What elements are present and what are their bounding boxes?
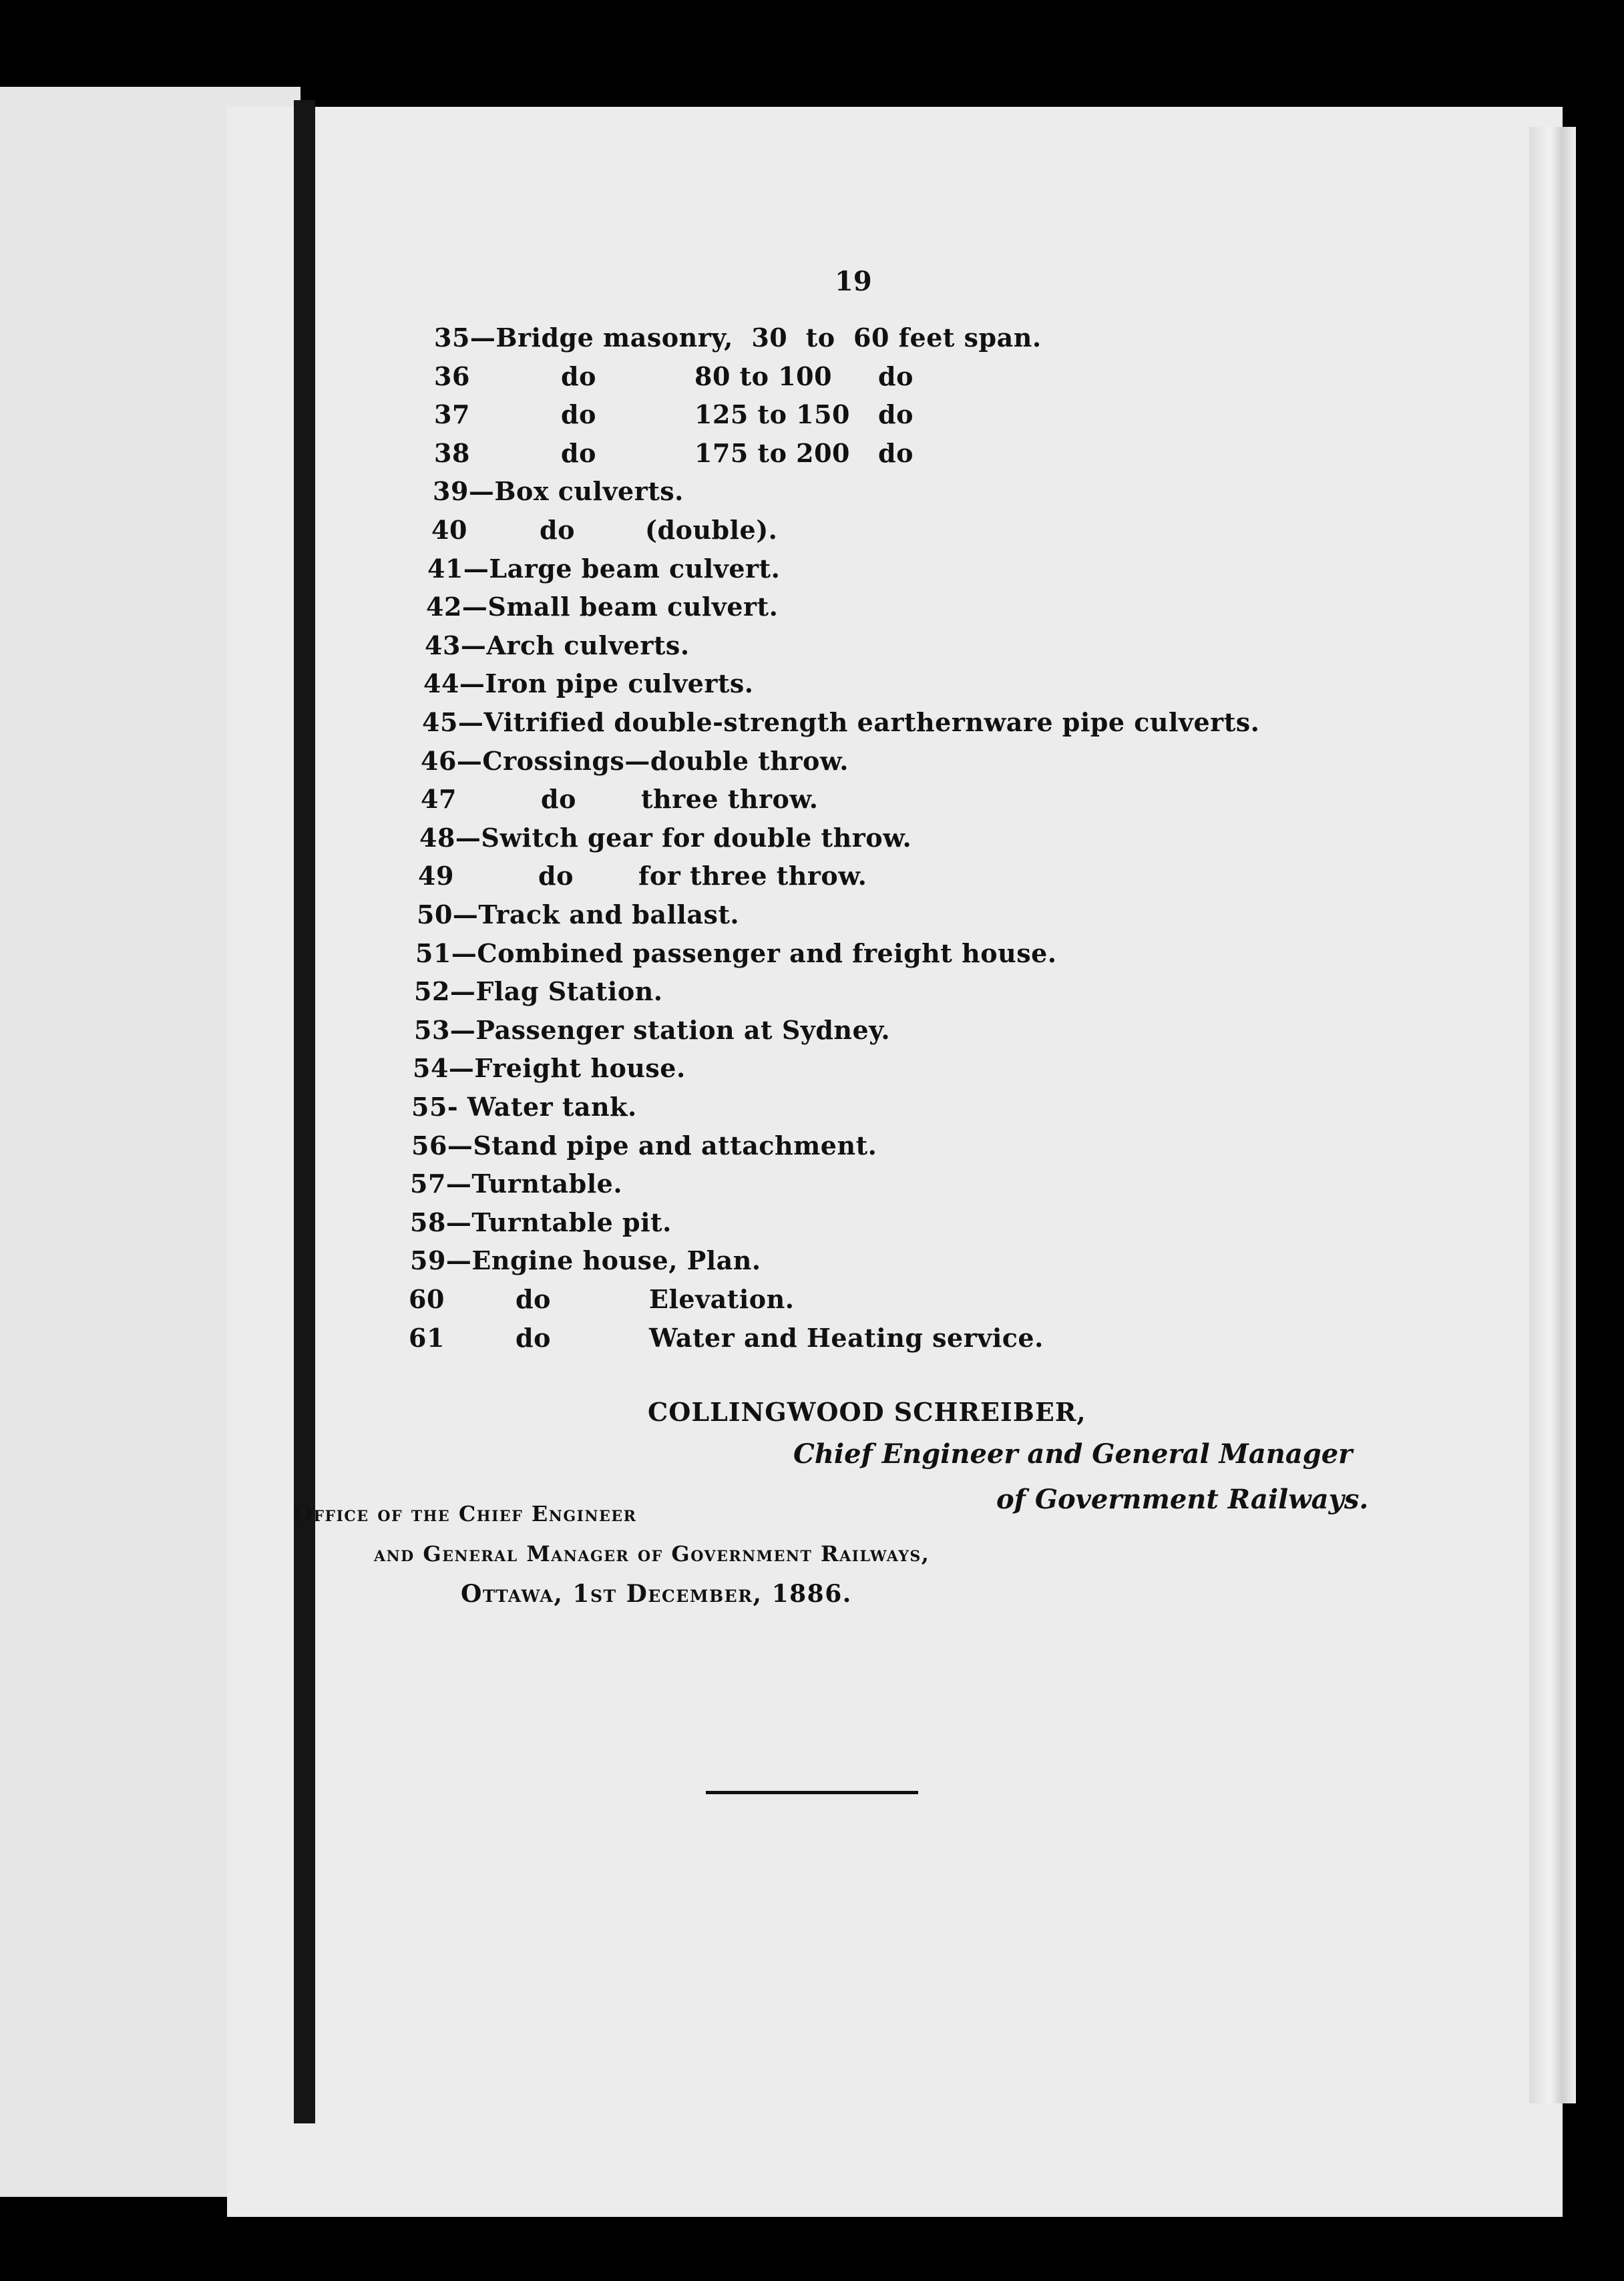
- item-column-a: do: [538, 861, 574, 891]
- item-number: 55: [411, 1092, 447, 1122]
- item-number: 56: [411, 1130, 447, 1161]
- item-column-a: do: [516, 1284, 551, 1314]
- list-item: [415, 939, 1057, 968]
- item-number: 37: [434, 399, 470, 429]
- item-text: —Switch gear for double throw.: [455, 823, 912, 853]
- list-item: [410, 1169, 622, 1199]
- signature-title-line-1: Chief Engineer and General Manager: [793, 1438, 1353, 1470]
- item-number: 40: [431, 515, 467, 545]
- item-number: 46: [421, 746, 457, 776]
- item-number: 53: [414, 1015, 450, 1045]
- item-column-b: Water and Heating service.: [649, 1323, 1044, 1353]
- list-item: [426, 592, 778, 622]
- item-column-b: for three throw.: [638, 861, 867, 891]
- item-number: 49: [418, 861, 454, 891]
- item-number: 59: [410, 1245, 446, 1275]
- item-number: 60: [409, 1284, 445, 1314]
- list-item: [434, 361, 914, 391]
- item-column-b: 125 to 150: [694, 399, 850, 429]
- item-column-a: do: [561, 438, 596, 468]
- item-column-b: three throw.: [641, 784, 819, 814]
- item-number: 51: [415, 938, 451, 968]
- item-number: 45: [422, 707, 458, 737]
- list-item: [434, 438, 914, 468]
- list-item: [431, 515, 778, 545]
- item-column-c: do: [878, 438, 914, 468]
- signature-title-line-2: of Government Railways.: [996, 1484, 1369, 1515]
- list-item: [421, 784, 819, 814]
- item-number: 61: [409, 1323, 445, 1353]
- list-item: [414, 1016, 890, 1045]
- item-number: 38: [434, 438, 470, 468]
- item-text: —Small beam culvert.: [461, 592, 779, 622]
- item-text: —Track and ballast.: [452, 899, 740, 929]
- list-item: [413, 1054, 686, 1083]
- list-item: [418, 861, 867, 891]
- item-text: —Passenger station at Sydney.: [449, 1015, 891, 1045]
- item-text: - Water tank.: [447, 1092, 637, 1122]
- item-number: 52: [414, 976, 450, 1006]
- item-text: —Flag Station.: [449, 976, 663, 1006]
- list-item: [434, 323, 1042, 353]
- item-column-a: do: [541, 784, 576, 814]
- item-text: —Crossings—double throw.: [456, 746, 849, 776]
- list-item: [421, 747, 849, 776]
- list-item: [425, 631, 690, 660]
- page-edge: [1529, 127, 1576, 2103]
- list-item: [419, 823, 911, 853]
- item-number: 44: [423, 668, 459, 698]
- item-column-a: do: [561, 361, 596, 391]
- item-text: —Combined passenger and freight house.: [451, 938, 1057, 968]
- item-number: 50: [417, 899, 453, 929]
- item-text: —Box culverts.: [468, 476, 684, 506]
- item-column-c: do: [878, 399, 914, 429]
- item-number: 43: [425, 630, 461, 660]
- item-number: 41: [427, 554, 463, 584]
- office-line-1: Office of the Chief Engineer: [294, 1501, 637, 1526]
- office-line-3: Ottawa, 1st December, 1886.: [461, 1580, 852, 1608]
- list-item: [422, 708, 1259, 737]
- item-column-c: do: [878, 361, 914, 391]
- item-column-a: do: [516, 1323, 551, 1353]
- item-text: —Turntable pit.: [445, 1207, 672, 1237]
- list-item: [433, 477, 684, 506]
- office-line-2: and General Manager of Government Railways,: [374, 1541, 930, 1567]
- page-gutter: [294, 100, 315, 2123]
- item-column-a: do: [540, 515, 575, 545]
- item-number: 47: [421, 784, 457, 814]
- closing-rule: [706, 1791, 918, 1794]
- item-text: —Stand pipe and attachment.: [447, 1130, 877, 1161]
- item-text: —Bridge masonry, 30 to 60 feet span.: [469, 323, 1042, 353]
- list-item: [414, 977, 663, 1006]
- item-text: —Turntable.: [445, 1169, 623, 1199]
- item-text: —Engine house, Plan.: [445, 1245, 761, 1275]
- list-item: [423, 669, 754, 698]
- page-number: 19: [835, 266, 872, 297]
- item-text: —Iron pipe culverts.: [459, 668, 754, 698]
- item-number: 39: [433, 476, 469, 506]
- signature-name: COLLINGWOOD SCHREIBER,: [648, 1397, 1086, 1427]
- item-column-b: (double).: [645, 515, 778, 545]
- list-item: [417, 900, 739, 929]
- list-item: [410, 1208, 672, 1237]
- list-item: [434, 399, 914, 429]
- item-column-b: Elevation.: [649, 1284, 795, 1314]
- item-column-b: 175 to 200: [694, 438, 850, 468]
- list-item: [411, 1092, 637, 1122]
- item-number: 48: [419, 823, 455, 853]
- item-text: —Vitrified double-strength earthernware pipe culverts.: [457, 707, 1260, 737]
- list-item: [409, 1284, 795, 1314]
- item-column-b: 80 to 100: [694, 361, 833, 391]
- item-number: 42: [426, 592, 462, 622]
- item-column-a: do: [561, 399, 596, 429]
- list-item: [410, 1246, 761, 1275]
- item-number: 54: [413, 1053, 449, 1083]
- item-number: 35: [434, 323, 470, 353]
- item-text: —Freight house.: [448, 1053, 686, 1083]
- item-text: —Arch culverts.: [460, 630, 690, 660]
- item-number: 57: [410, 1169, 446, 1199]
- item-number: 58: [410, 1207, 446, 1237]
- item-number: 36: [434, 361, 470, 391]
- list-item: [411, 1131, 877, 1161]
- item-text: —Large beam culvert.: [463, 554, 781, 584]
- list-item: [427, 554, 780, 584]
- list-item: [409, 1323, 1044, 1353]
